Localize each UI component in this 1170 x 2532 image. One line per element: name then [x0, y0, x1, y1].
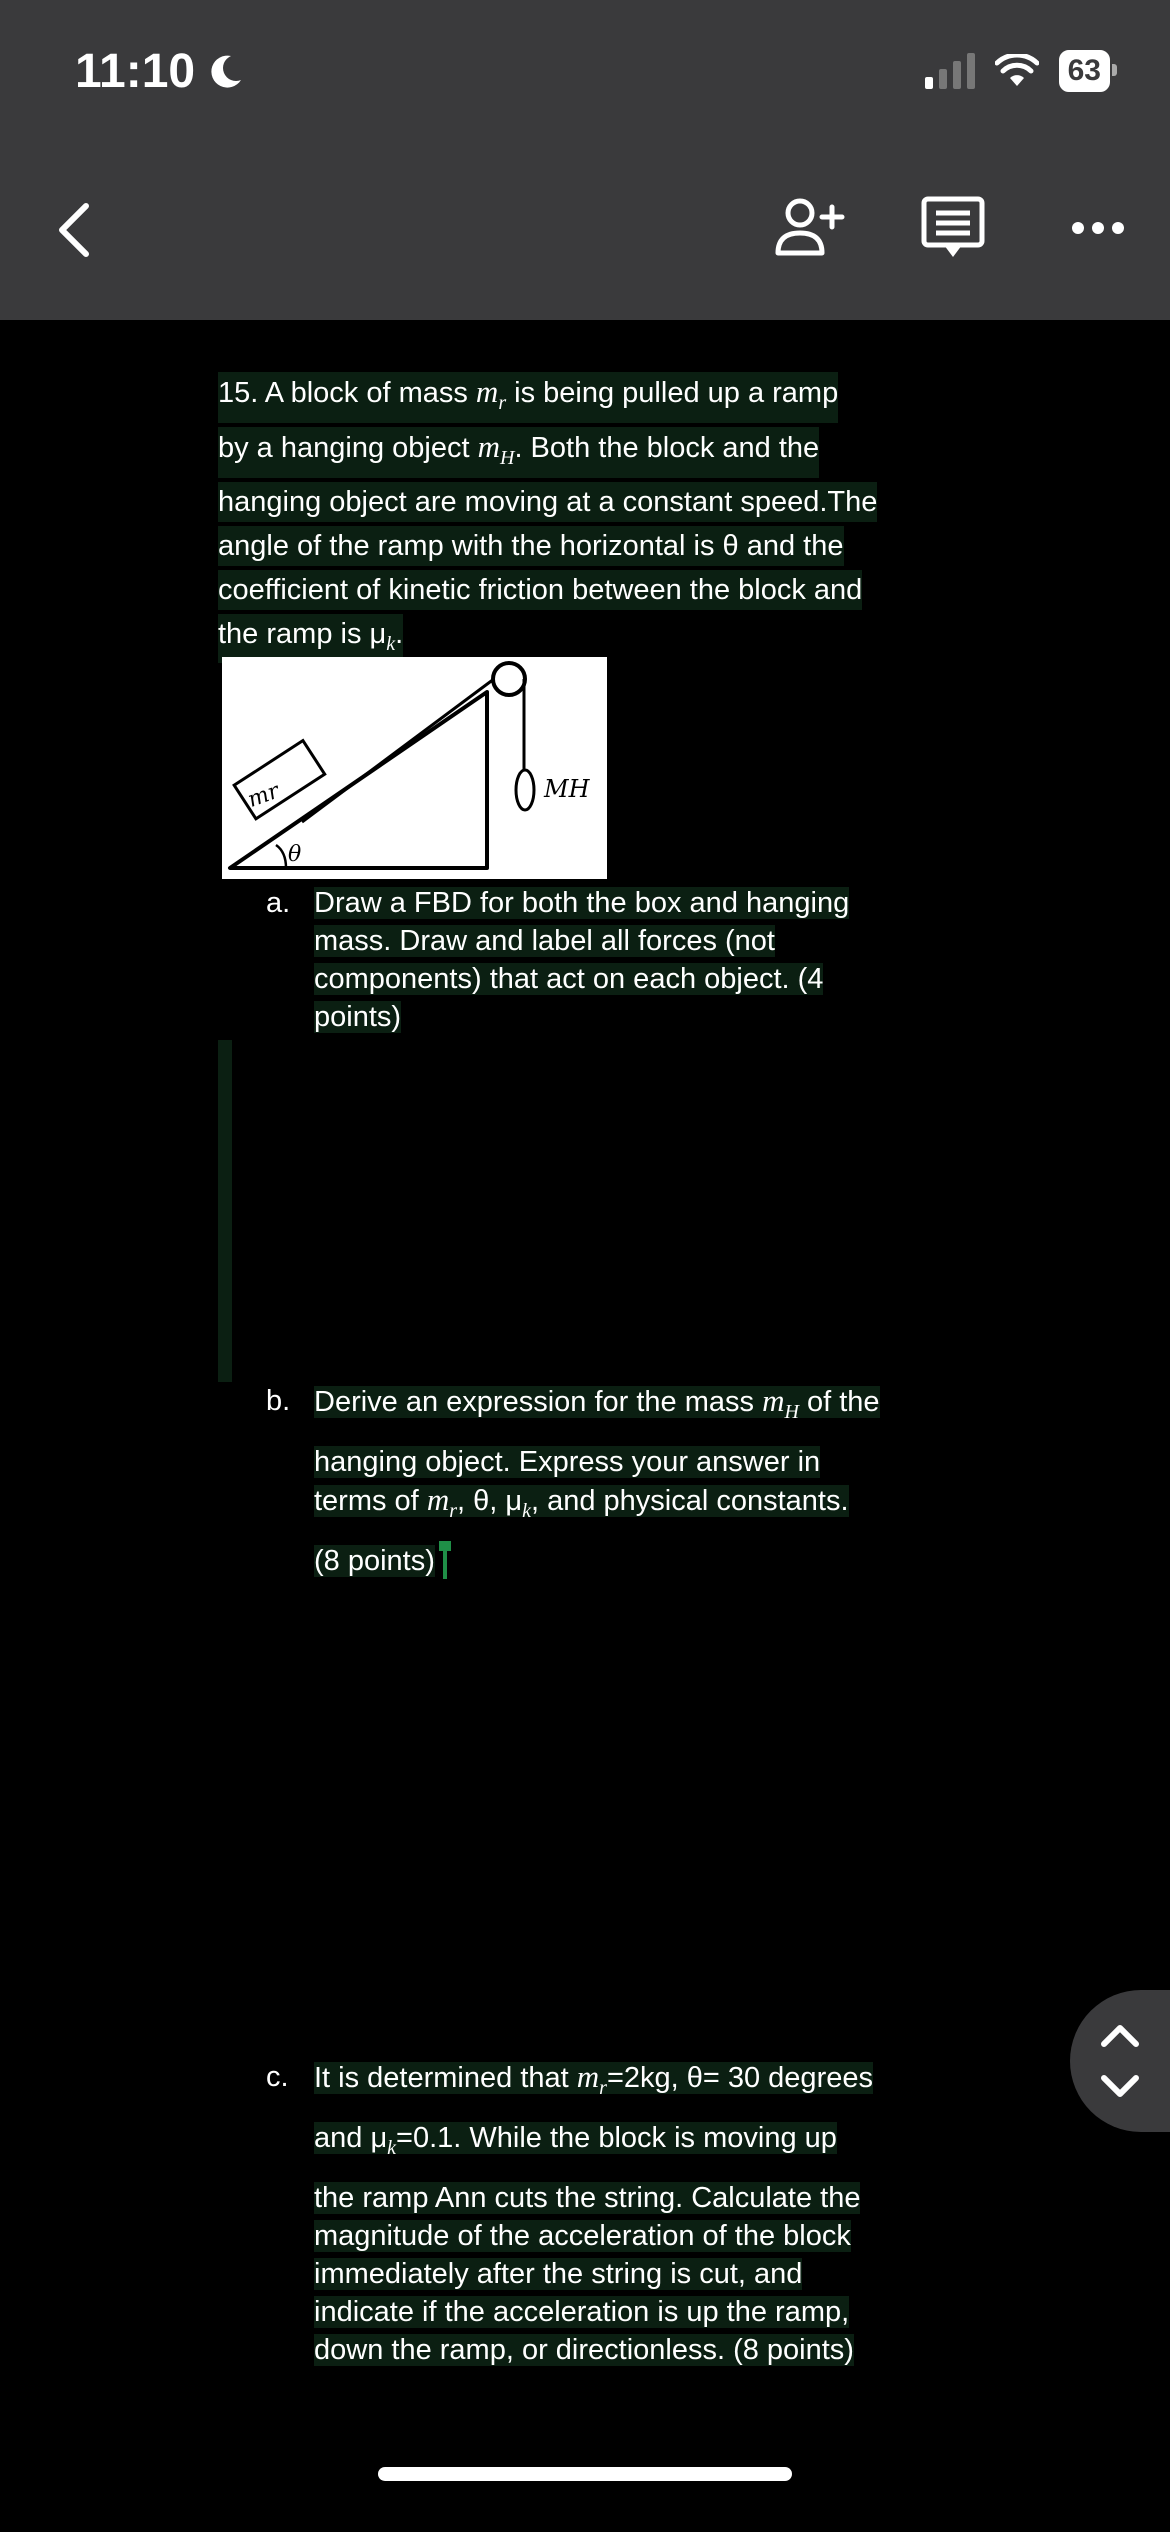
- question-line: by a hanging object $m_H$. Both the block and the: [218, 427, 819, 478]
- comment-icon[interactable]: [920, 195, 986, 261]
- top-bar: [0, 0, 1170, 320]
- part-b-line: Derive an expression for the mass $m_H$ of the: [314, 1383, 880, 1423]
- question-line: 15. A block of mass $m_r$ is being pulled up a ramp: [218, 372, 838, 423]
- part-b: [266, 1382, 914, 1580]
- question-line: the ramp is $\mu_k$.: [218, 614, 403, 664]
- ramp-diagram: [222, 657, 607, 879]
- part-c-line: down the ramp, or directionless. (8 points): [314, 2333, 854, 2366]
- chevron-up-icon[interactable]: [1100, 2022, 1140, 2048]
- part-c-line: It is determined that $m_r=2kg$, θ= 30 degrees: [314, 2059, 873, 2099]
- part-a-line: Draw a FBD for both the box and hanging: [314, 887, 850, 919]
- status-time: [75, 44, 245, 99]
- document-content: [0, 320, 1170, 2532]
- question-line: coefficient of kinetic friction between the block and: [218, 570, 862, 610]
- part-a-marker: a.: [266, 887, 291, 919]
- answer-space-highlight[interactable]: [218, 1040, 232, 1382]
- part-c-line: magnitude of the acceleration of the block: [314, 2219, 851, 2252]
- part-a-line: components) that act on each object. (4: [314, 963, 824, 995]
- part-c-line: the ramp Ann cuts the string. Calculate the: [314, 2181, 861, 2214]
- battery-level: 63: [1067, 54, 1101, 87]
- chevron-down-icon[interactable]: [1100, 2074, 1140, 2100]
- text-cursor[interactable]: [443, 1545, 447, 1579]
- signal-icon: [925, 53, 975, 89]
- part-b-line: terms of $m_r$, θ, $\mu_k$, and physical constants.: [314, 1481, 849, 1522]
- part-c-line: immediately after the string is cut, and: [314, 2257, 803, 2290]
- part-a-line: points): [314, 1001, 402, 1033]
- part-c-line: indicate if the acceleration is up the ramp,: [314, 2295, 850, 2328]
- part-b-line: hanging object. Express your answer in: [314, 1445, 821, 1478]
- part-b-line: (8 points): [314, 1544, 435, 1577]
- part-a: [266, 884, 874, 1036]
- wifi-icon: [995, 54, 1039, 88]
- question-line: angle of the ramp with the horizontal is θ and the: [218, 526, 844, 566]
- part-c-line: and $\mu_k=0.1$. While the block is moving up: [314, 2121, 837, 2159]
- add-person-icon[interactable]: [772, 195, 846, 261]
- part-a-line: mass. Draw and label all forces (not: [314, 925, 775, 957]
- chevron-left-icon[interactable]: [50, 200, 100, 260]
- angle-label: θ: [288, 842, 302, 867]
- block-label: mr: [244, 778, 283, 813]
- part-b-marker: b.: [266, 1385, 291, 1417]
- home-indicator[interactable]: [378, 2467, 792, 2481]
- part-c: [266, 2058, 914, 2369]
- hanging-mass-label: MH: [544, 775, 590, 803]
- part-c-marker: c.: [266, 2061, 289, 2093]
- status-time-text: 11:10: [75, 45, 196, 98]
- battery-indicator: [1059, 50, 1110, 92]
- question-line: hanging object are moving at a constant speed.The: [218, 482, 877, 522]
- status-icons: [925, 50, 1110, 92]
- question-text: [218, 372, 918, 667]
- more-icon[interactable]: [1070, 218, 1126, 238]
- moon-icon: [205, 52, 245, 92]
